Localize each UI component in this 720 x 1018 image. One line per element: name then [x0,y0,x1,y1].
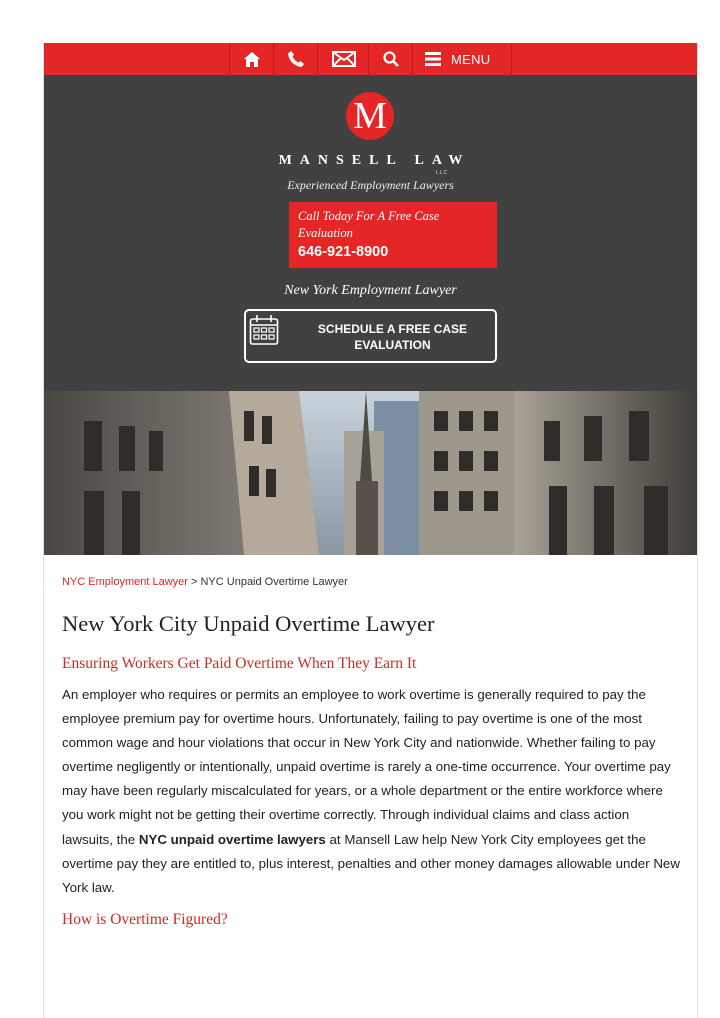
site-header [44,75,697,391]
breadcrumb-separator: > [187,576,201,588]
body-paragraph [62,683,682,900]
breadcrumb [62,576,682,588]
section-heading-2: How is Overtime Figured? [62,910,228,928]
tagline: Experienced Employment Lawyers [287,178,454,192]
home-button[interactable] [229,43,274,75]
header-subtitle: New York Employment Lawyer [284,283,457,298]
logo-mark[interactable] [346,92,394,140]
phone-number[interactable]: 646-921-8900 [298,244,389,260]
page [43,43,698,1018]
menu-label: MENU [451,51,491,67]
menu-button[interactable] [412,43,512,75]
mail-button[interactable] [317,43,369,75]
schedule-label: SCHEDULE A FREE CASE EVALUATION [317,322,468,352]
breadcrumb-current: NYC Unpaid Overtime Lawyer [200,576,348,588]
top-nav-bar [44,43,697,75]
home-icon [244,52,260,67]
search-button[interactable] [368,43,413,75]
main-content [62,555,682,930]
call-text: Call Today For A Free Case Evaluation [298,209,440,240]
paragraph-bold-link: NYC unpaid overtime lawyers [138,831,326,847]
call-box[interactable] [289,202,497,268]
calendar-icon [249,314,279,346]
brand-name: MANSELL LAW [278,153,471,168]
logo-letter: M [353,95,387,137]
paragraph-text-2: at Mansell Law help New York City employees get the overtime pay they are entitled to, plus interest, penalties and other money damages allowable under New York law. [62,831,680,895]
paragraph-text-1: An employer who requires or permits an employee to work overtime is generally required to pay the employee premium pay for overtime hours. Unfortunately, failing to pay overtime is one of the most common wage and hour violations that occur in New York City and nationwide. Whether failing to pay overtime negligently or intentionally, unpaid overtime is rarely a one-time occurrence. Your overtime pay may have been regularly miscalculated for years, or a whole department or the entire workforce where you work might not be getting their overtime correctly. Through individual claims and class action lawsuits, the [62,687,671,847]
hero-image [44,391,697,555]
city-buildings-image [44,391,697,555]
schedule-button[interactable] [244,309,497,363]
mail-icon [332,51,356,67]
hamburger-icon [425,52,441,66]
page-title: New York City Unpaid Overtime Lawyer [62,611,435,636]
search-icon [383,51,399,67]
brand-suffix: LLC [436,170,449,176]
phone-icon [288,51,304,67]
section-heading: Ensuring Workers Get Paid Overtime When They Earn It [62,655,417,672]
phone-button[interactable] [273,43,318,75]
breadcrumb-link[interactable]: NYC Employment Lawyer [62,576,188,588]
